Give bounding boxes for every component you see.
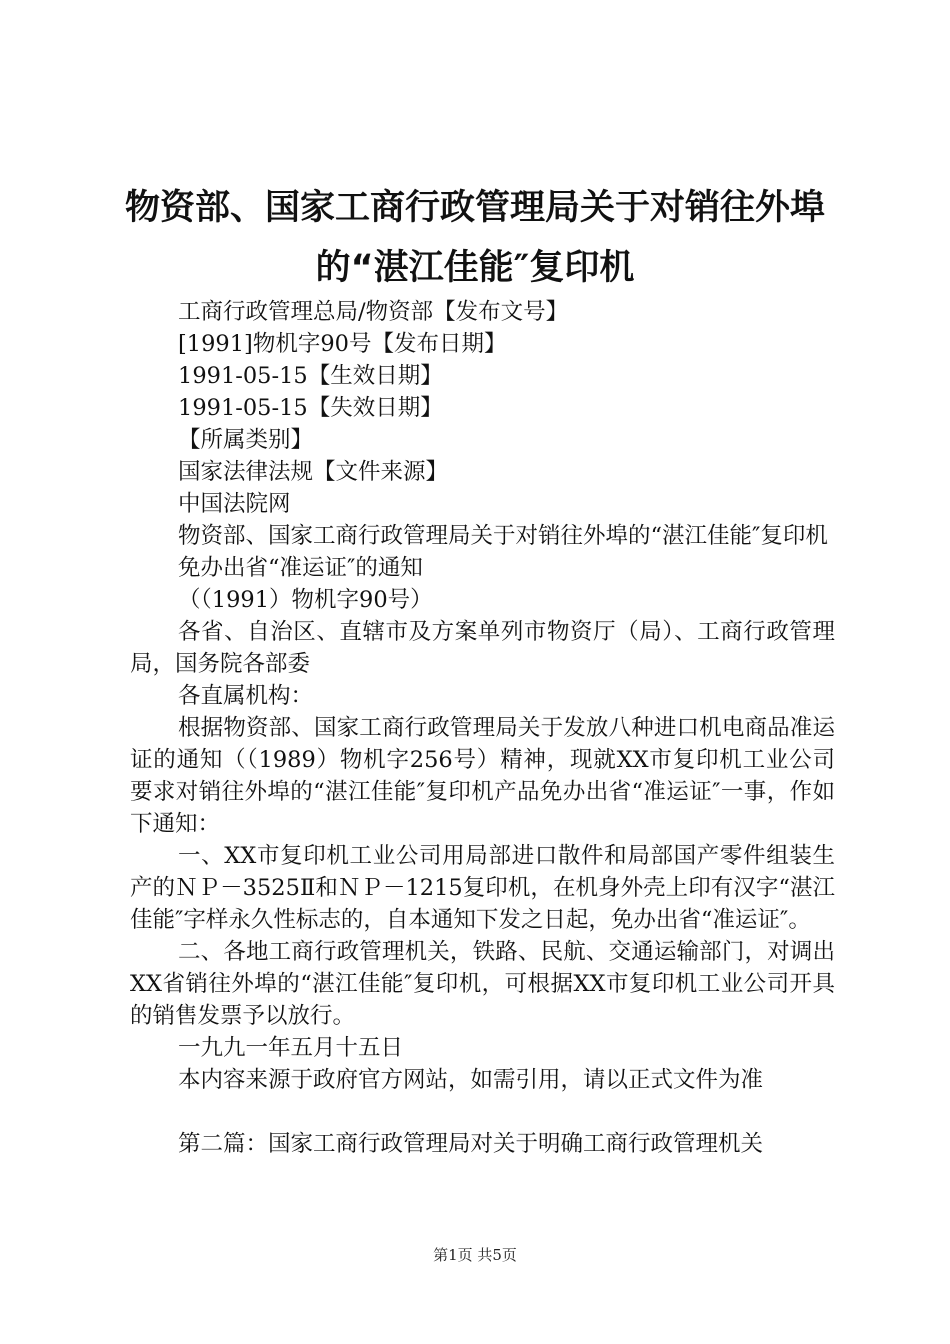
document-title-line-1: 物资部、国家工商行政管理局关于对销往外埠 — [124, 188, 825, 228]
addressee-continued: 各直属机构： — [178, 683, 314, 709]
document-body — [130, 296, 835, 1160]
signature-date: 一九九一年五月十五日 — [178, 1035, 404, 1061]
notice-title-paragraph: 物资部、国家工商行政管理局关于对销往外埠的“湛江佳能″复印机 — [178, 523, 828, 549]
notice-title-continued: 免办出省“准运证″的通知 — [178, 555, 423, 581]
body-paragraph-item-2: 二、各地工商行政管理机关，铁路、民航、交通运输部门，对调出XX省销往外埠的“湛江佳能″复印机，可根据XX市复印机工业公司开具的销售发票予以放行。 — [130, 939, 835, 1029]
notice-number: （（1991）物机字90号） — [178, 587, 433, 613]
effective-date-line: 1991-05-15【失效日期】 — [178, 395, 443, 421]
publisher-line: 工商行政管理总局/物资部【发布文号】 — [178, 299, 569, 325]
document-title-line-2: 的“湛江佳能″复印机 — [315, 248, 635, 288]
addressee-paragraph: 各省、自治区、直辖市及方案单列市物资厅（局）、工商行政管理局，国务院各部委 — [130, 619, 835, 677]
doc-number-line: [1991]物机字90号【发布日期】 — [178, 331, 507, 357]
body-paragraph-intro: 根据物资部、国家工商行政管理局关于发放八种进口机电商品准运证的通知（（1989）物机字256号）精神，现就XX市复印机工业公司要求对销往外埠的“湛江佳能″复印机产品免办出省“准运证″一事，作如下通知： — [130, 715, 835, 837]
page-footer: 第1页 共5页 — [433, 1246, 517, 1264]
category-value-line: 国家法律法规【文件来源】 — [178, 459, 449, 485]
source-line: 中国法院网 — [178, 491, 291, 517]
publish-date-line: 1991-05-15【生效日期】 — [178, 363, 443, 389]
next-section-heading: 第二篇：国家工商行政管理局对关于明确工商行政管理机关 — [178, 1131, 764, 1157]
category-line: 【所属类别】 — [178, 427, 314, 453]
body-paragraph-item-1: 一、XX市复印机工业公司用局部进口散件和局部国产零件组装生产的ＮＰ－3525Ⅱ和ＮＰ－1215复印机，在机身外壳上印有汉字“湛江佳能″字样永久性标志的，自本通知下发之日起，免办出省“准运证″。 — [130, 843, 835, 933]
source-disclaimer: 本内容来源于政府官方网站，如需引用，请以正式文件为准 — [178, 1067, 764, 1093]
